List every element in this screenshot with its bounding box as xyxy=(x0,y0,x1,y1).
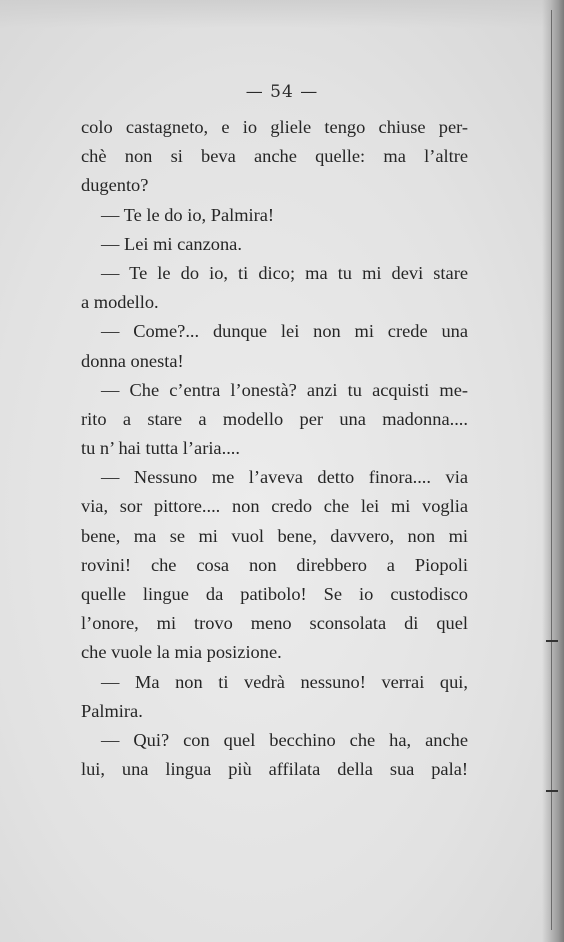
text-line: — Lei mi canzona. xyxy=(101,233,242,254)
text-line: — Te le do io, Palmira! xyxy=(101,204,275,225)
text-line: dugento? xyxy=(81,175,149,196)
text-line: — Te le do io, ti dico; ma tu mi devi stare xyxy=(101,262,468,283)
text-line: — Come?... dunque lei non mi crede una xyxy=(101,321,468,342)
text-line: l’onore, mi trovo meno sconsolata di quel xyxy=(81,613,468,634)
page-number: — 54 — xyxy=(245,82,319,102)
spine-gutter-line xyxy=(551,10,552,930)
text-line: rovini! che cosa non direbbero a Piopoli xyxy=(81,554,468,575)
text-line: — Ma non ti vedrà nessuno! verrai qui, xyxy=(101,671,468,692)
text-line: chè non si beva anche quelle: ma l’altre xyxy=(81,146,468,167)
text-line: lui, una lingua più affilata della sua pala! xyxy=(81,759,468,780)
text-line: bene, ma se mi vuol bene, davvero, non mi xyxy=(81,525,468,546)
text-line: rito a stare a modello per una madonna.... xyxy=(81,408,468,429)
text-line: colo castagneto, e io gliele tengo chiuse per- xyxy=(81,117,468,137)
text-line: donna onesta! xyxy=(81,350,184,371)
text-line: quelle lingue da patibolo! Se io custodisco xyxy=(81,584,468,604)
text-line: — Che c’entra l’onestà? anzi tu acquisti me- xyxy=(101,379,468,400)
body-text xyxy=(81,113,468,784)
text-line: — Qui? con quel becchino che ha, anche xyxy=(101,729,468,750)
spine-mark xyxy=(546,790,558,792)
text-line: Palmira. xyxy=(81,700,143,721)
text-line: a modello. xyxy=(81,292,159,313)
text-line: che vuole la mia posizione. xyxy=(81,642,282,663)
top-edge-shadow xyxy=(0,0,564,28)
text-line: tu n’ hai tutta l’aria.... xyxy=(81,438,240,459)
spine-mark xyxy=(546,640,558,642)
text-line: — Nessuno me l’aveva detto finora.... via xyxy=(101,467,468,488)
text-line: via, sor pittore.... non credo che lei mi voglia xyxy=(81,496,468,517)
book-spine-edge xyxy=(542,0,564,942)
